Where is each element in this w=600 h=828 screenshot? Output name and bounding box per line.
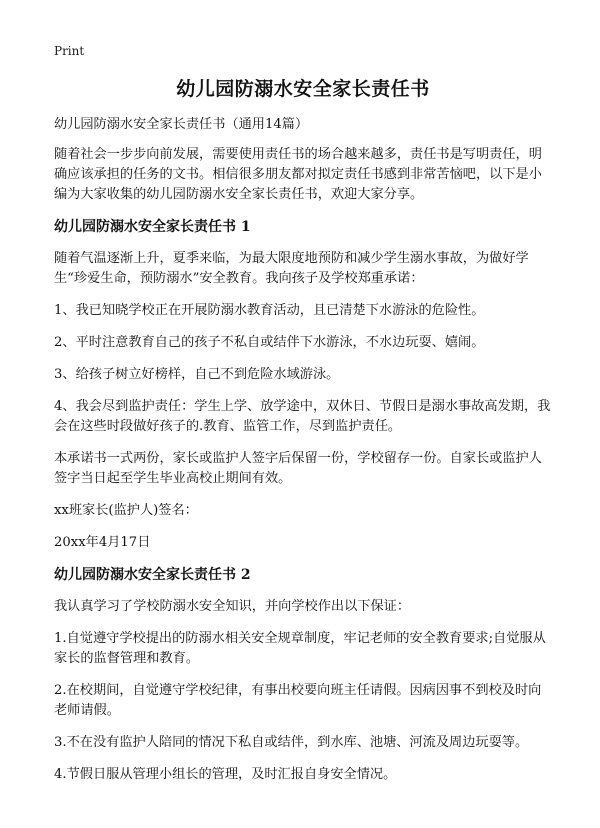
section-1-item: 2、平时注意教育自己的孩子不私自或结伴下水游泳，不水边玩耍、嬉闹。 [54,335,485,350]
section-2-item: 3.不在没有监护人陪同的情况下私自或结伴，到水库、池塘、河流及周边玩耍等。 [54,735,529,750]
section-2-heading: 幼儿园防溺水安全家长责任书 2 [54,567,251,583]
print-label[interactable]: Print [54,44,85,58]
document-title: 幼儿园防溺水安全家长责任书 [176,78,430,100]
section-1-item: 3、给孩子树立好榜样，自己不到危险水域游泳。 [54,367,340,382]
section-2-item: 2.在校期间，自觉遵守学校纪律，有事出校要向班主任请假。因病因事不到校及时向老师请假。 [54,683,542,718]
document-subtitle: 幼儿园防溺水安全家长责任书（通用14篇） [54,117,309,132]
section-1-heading: 幼儿园防溺水安全家长责任书 1 [54,219,251,235]
section-2-paragraph: 我认真学习了学校防溺水安全知识，并向学校作出以下保证： [54,599,411,614]
signature-line: xx班家长(监护人)签名： [54,503,198,518]
section-2-item: 1.自觉遵守学校提出的防溺水相关安全规章制度，牢记老师的安全教育要求;自觉服从家长的监督管理和教育。 [54,631,546,666]
section-1-item: 4、我会尽到监护责任：学生上学、放学途中，双休日、节假日是溺水事故高发期，我会在这些时段做好孩子的.教育、监管工作，尽到监护责任。 [54,399,551,434]
section-1-paragraph: 本承诺书一式两份，家长或监护人签字后保留一份，学校留存一份。自家长或监护人签字当日起至学生毕业高校止期间有效。 [54,451,542,486]
section-2-item: 4.节假日服从管理小组长的管理，及时汇报自身安全情况。 [54,767,397,782]
intro-paragraph: 随着社会一步步向前发展，需要使用责任书的场合越来越多，责任书是写明责任，明确应该承担的任务的文书。相信很多朋友都对拟定责任书感到非常苦恼吧，以下是小编为大家收集的幼儿园防溺水安全家长责任书，欢迎大家分享。 [54,147,542,202]
section-1-item: 1、我已知晓学校正在开展防溺水教育活动，且已清楚下水游泳的危险性。 [54,303,485,318]
date-line: 20xx年4月17日 [54,535,151,550]
section-1-paragraph: 随着气温逐渐上升，夏季来临，为最大限度地预防和减少学生溺水事故，为做好学生“珍爱生命，预防溺水”安全教育。我向孩子及学校郑重承诺： [54,251,529,286]
